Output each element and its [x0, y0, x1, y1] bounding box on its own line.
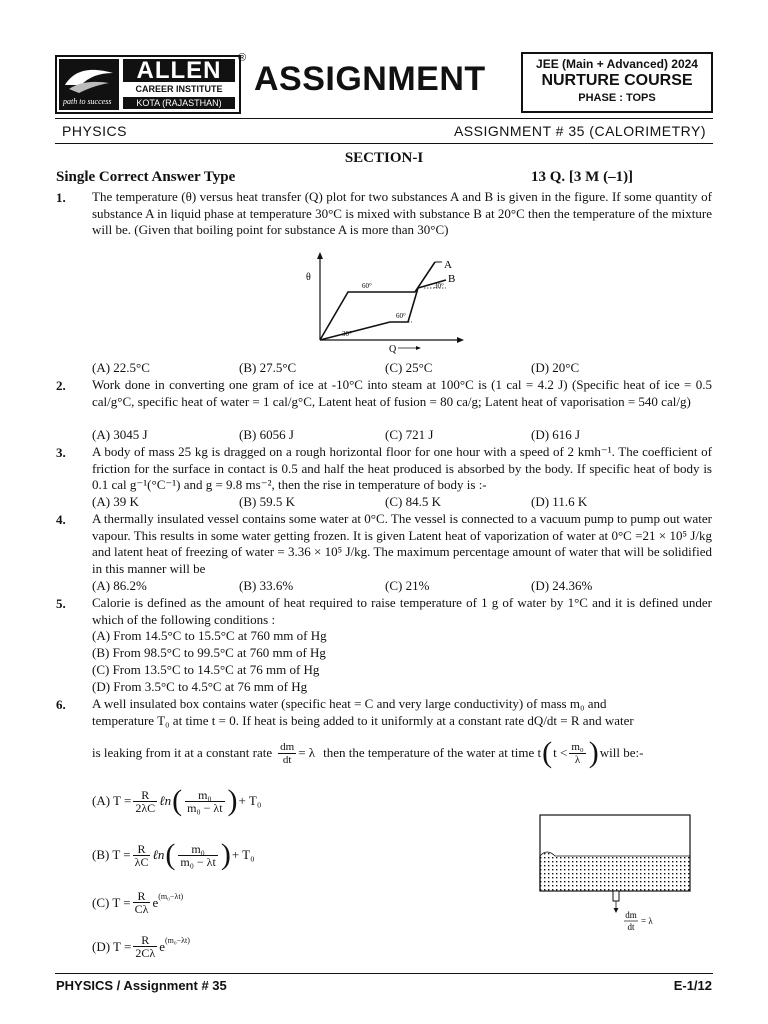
ln-symbol: ℓn [152, 847, 165, 862]
paren-open: ( [165, 838, 176, 871]
option: (C) 84.5 K [385, 494, 441, 509]
option: (C) From 13.5°C to 14.5°C at 76 mm of Hg [92, 662, 320, 677]
option: (B) 33.6% [239, 578, 294, 593]
option-label: (A) T = [92, 793, 132, 808]
option: (D) 616 J [531, 427, 581, 442]
logo-tagline: path to success [63, 97, 112, 106]
curve-a [320, 262, 435, 340]
course-phase: PHASE : TOPS [578, 92, 656, 104]
insulated-box-figure [535, 812, 695, 934]
temperature-heat-graph [300, 248, 470, 358]
question-text: A body of mass 25 kg is dragged on a rough horizontal floor for one hour with a speed of 2 kmh⁻¹. The coefficient of friction for the surface in contact is 0.5 and half the heat produced is absorbed by the body. If specific heat of body is 0.1 cal g⁻¹(°C⁻¹) and g = 9.8 ms⁻², then the rise in temperature of body is :- [92, 444, 712, 492]
leak-text: is leaking from it at a constant rate [92, 745, 273, 760]
section-title: SECTION-I [344, 150, 424, 166]
paren-close: ) [588, 736, 599, 769]
fraction-denominator: 2Cλ [135, 946, 156, 960]
paren-close: ) [227, 784, 238, 817]
option: (B) 6056 J [239, 427, 294, 442]
option: (A) 39 K [92, 494, 139, 509]
y-axis-label: θ [306, 272, 311, 283]
ln-symbol: ℓn [159, 793, 172, 808]
option-label: (D) T = [92, 938, 132, 954]
question-number: 5. [56, 596, 66, 611]
ln-argument-fraction [185, 789, 224, 814]
question-text: Work done in converting one gram of ice at -10°C into steam at 100°C is (1 cal = 4.2 J) (Specific heat of ice = 0.5 cal/g°C, specific heat of water = 1 cal/g°C, Latent heat of fusion = 80 ca/g; Latent heat of vaporisation = 540 cal/g) [92, 377, 712, 409]
option: (A) From 14.5°C to 15.5°C at 760 mm of Hg [92, 628, 327, 643]
option: (C) 21% [385, 578, 430, 593]
option: (B) 27.5°C [239, 360, 297, 375]
option: (D) From 3.5°C to 4.5°C at 76 mm of Hg [92, 679, 308, 694]
fraction-numerator: dm [280, 740, 295, 753]
option: (A) 22.5°C [92, 360, 150, 375]
option-a [92, 786, 261, 816]
fraction-numerator: R [133, 934, 157, 947]
course-exam: JEE (Main + Advanced) 2024 [536, 57, 698, 71]
fraction-denominator: λ [574, 753, 581, 766]
fraction-denominator: dt [282, 753, 292, 766]
option-tail: + T₀ [238, 793, 262, 808]
condition-t: t < [553, 745, 568, 760]
angle-label: 30° [434, 282, 444, 290]
curve-a-label: A [444, 259, 452, 271]
angle-label: 60° [362, 282, 372, 290]
rate-fraction [278, 741, 296, 766]
leak-outlet [613, 891, 619, 901]
condition-fraction [569, 741, 585, 766]
fraction-numerator: m₀ [571, 740, 584, 753]
leak-rate-den: dt [627, 922, 635, 932]
fraction-numerator: R [133, 789, 157, 802]
option: (C) 25°C [385, 360, 433, 375]
question-number: 6. [56, 697, 66, 712]
option-label: (B) T = [92, 847, 131, 862]
fraction-denominator: m₀ − λt [187, 800, 223, 815]
option: (C) 721 J [385, 427, 434, 442]
paren-open: ( [172, 784, 183, 817]
registered-mark: ® [238, 52, 247, 64]
ln-argument-fraction [178, 843, 217, 868]
option: (A) 86.2% [92, 578, 147, 593]
water-fill [540, 852, 690, 891]
course-box [521, 52, 713, 113]
page-number: E-1/12 [673, 978, 712, 993]
option-tail: + T₀ [231, 847, 255, 862]
option: (A) 3045 J [92, 427, 148, 442]
exp-base: e [152, 894, 159, 910]
rate-equals: = λ [298, 745, 316, 760]
logo-city: KOTA (RAJASTHAN) [123, 97, 235, 109]
angle-label: 30° [342, 330, 352, 338]
logo-emblem-icon [59, 59, 119, 110]
coefficient-fraction [133, 890, 151, 915]
exp-base: e [159, 938, 165, 954]
paren-close: ) [220, 838, 231, 871]
coefficient-fraction [133, 789, 157, 814]
exponent: (m₀−λt) [164, 936, 190, 945]
header-divider-top [55, 118, 713, 119]
curve-b [320, 280, 446, 340]
option: (B) From 98.5°C to 99.5°C at 760 mm of Hg [92, 645, 326, 660]
logo-bird-icon [59, 59, 119, 99]
question-number: 4. [56, 512, 66, 527]
course-name: NURTURE COURSE [541, 72, 693, 89]
footer-divider [55, 973, 713, 974]
angle-label: 60° [396, 312, 406, 320]
question-count: 13 Q. [3 M (–1)] [531, 169, 634, 185]
logo-subtitle: CAREER INSTITUTE [135, 84, 223, 94]
footer-title: PHYSICS / Assignment # 35 [56, 978, 227, 993]
option-label: (C) T = [92, 894, 131, 910]
option: (D) 24.36% [531, 578, 593, 593]
option-b [92, 840, 255, 870]
option-c [92, 890, 183, 915]
paren-open: ( [542, 736, 553, 769]
question-text-line [92, 738, 712, 768]
fraction-denominator: m₀ − λt [180, 854, 216, 869]
fraction-numerator: m₀ [185, 789, 224, 802]
leak-rate-eq: = λ [641, 916, 653, 926]
x-axis-arrow-icon [457, 337, 464, 343]
question-text: A thermally insulated vessel contains some water at 0°C. The vessel is connected to a vacuum pump to pump out water vapour. This results in some water getting frozen. It is given Latent heat of vaporization of water at 0°C =21 × 10⁵ J/kg and latent heat of freezing of water = 3.36 × 10⁵ J/kg. The maximum percentage amount of water that will be solidified in this manner will be [92, 511, 712, 576]
x-axis-label: Q [389, 344, 397, 355]
coefficient-fraction [133, 843, 151, 868]
header-divider-bottom [55, 143, 713, 144]
fraction-denominator: λC [134, 854, 149, 869]
subject-label: PHYSICS [62, 123, 127, 139]
coefficient-fraction [133, 934, 157, 959]
fraction-numerator: R [133, 843, 151, 856]
question-type: Single Correct Answer Type [56, 169, 236, 185]
leak-rate-num: dm [625, 910, 637, 920]
time-text: then the temperature of the water at time t [323, 745, 542, 760]
question-text-line: temperature T₀ at time t = 0. If heat is being added to it uniformly at a constant rate dQ/dt = R and water [92, 713, 634, 728]
fraction-denominator: 2λC [135, 800, 156, 815]
question-text: The temperature (θ) versus heat transfer (Q) plot for two substances A and B is given in the figure. If some quantity of substance A in liquid phase at temperature 30°C is mixed with substance B at 20°C then the temperature of the mixture will be. (Given that boiling point for substance A is more than 30°C) [92, 189, 712, 237]
option: (D) 11.6 K [531, 494, 588, 509]
question-text-line: A well insulated box contains water (specific heat = C and very large conductivity) of mass m₀ and [92, 696, 607, 711]
will-be-text: will be:- [599, 745, 644, 760]
allen-logo [55, 55, 241, 114]
fraction-numerator: m₀ [178, 843, 217, 856]
exponent: (m₀−λt) [158, 892, 184, 901]
leak-arrow-icon [614, 908, 619, 913]
assignment-label: ASSIGNMENT # 35 (CALORIMETRY) [453, 123, 706, 139]
x-label-arrow-icon [416, 346, 421, 350]
option: (D) 20°C [531, 360, 580, 375]
question-number: 2. [56, 378, 66, 393]
logo-brand: ALLEN [123, 59, 235, 82]
fraction-denominator: Cλ [134, 902, 149, 916]
question-text: Calorie is defined as the amount of heat required to raise temperature of 1 g of water by 1°C and it is defined under which of the following conditions : [92, 595, 712, 627]
y-axis-arrow-icon [317, 252, 323, 259]
curve-b-label: B [448, 273, 456, 285]
option: (B) 59.5 K [239, 494, 295, 509]
question-number: 3. [56, 445, 66, 460]
fraction-numerator: R [133, 890, 151, 903]
option-d [92, 934, 190, 959]
page-title: ASSIGNMENT [254, 60, 486, 98]
question-number: 1. [56, 190, 66, 205]
